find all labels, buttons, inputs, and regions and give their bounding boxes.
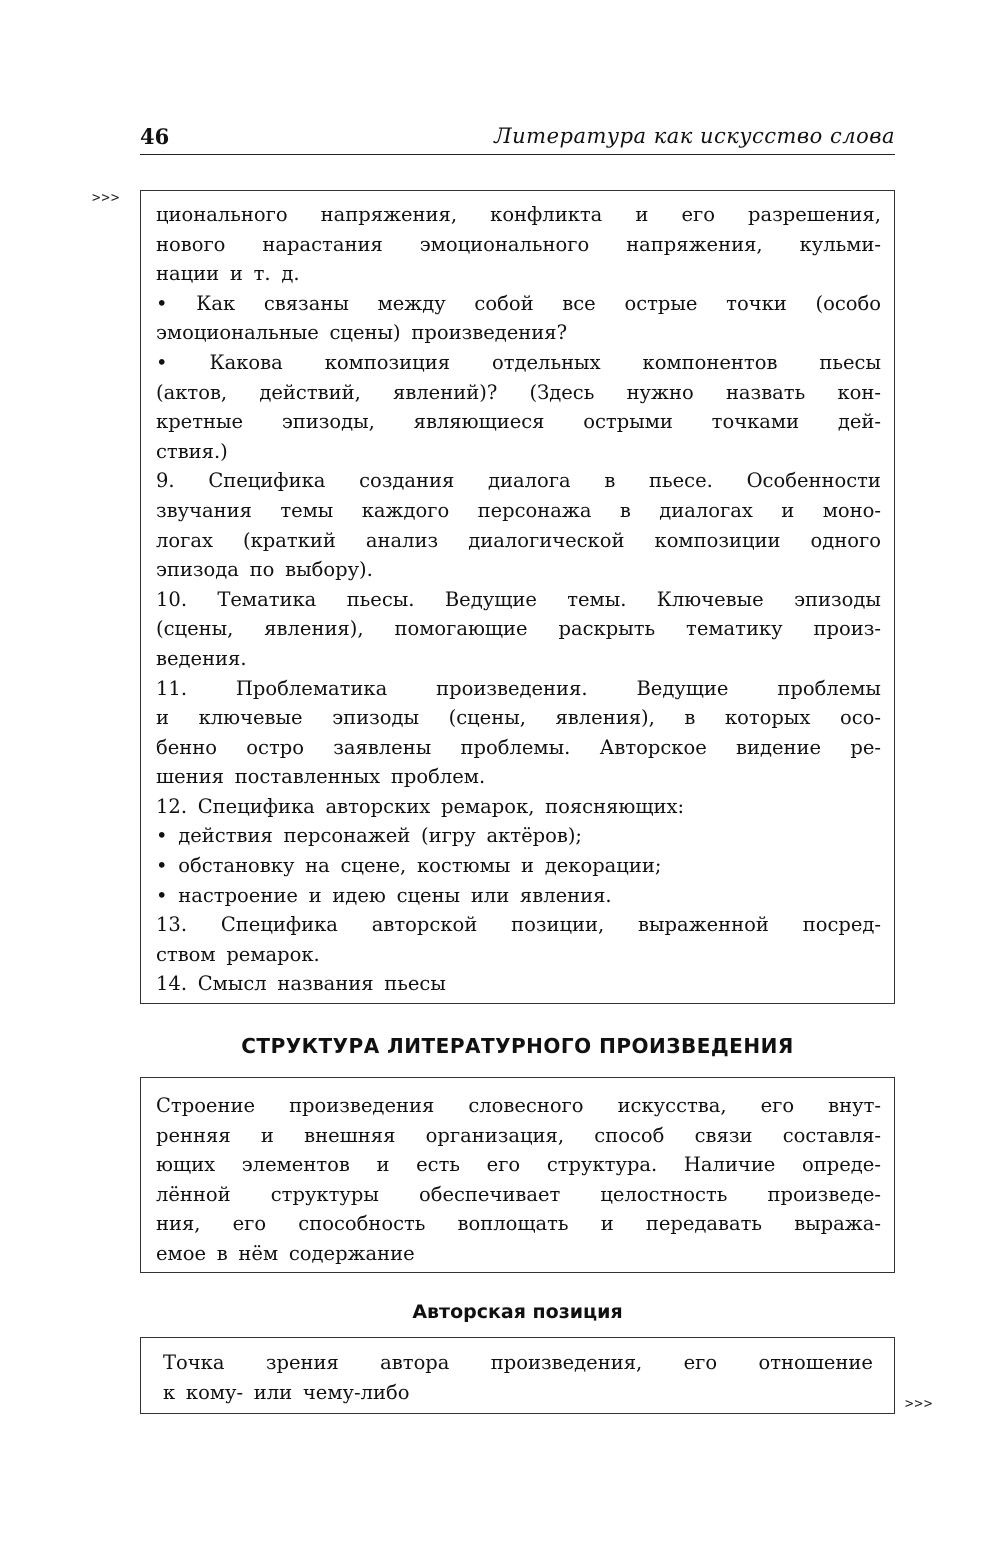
word: ремарок, <box>440 794 535 818</box>
word: настроение <box>178 883 298 907</box>
word: д. <box>281 262 300 286</box>
word: зрения <box>265 1351 339 1374</box>
word: опреде- <box>802 1153 881 1177</box>
word: Авторское <box>599 735 707 759</box>
word: и <box>376 1153 390 1177</box>
word: кульми- <box>799 232 881 256</box>
word: ющих <box>156 1153 216 1177</box>
word: логах <box>156 528 213 552</box>
word: действия <box>178 824 273 848</box>
word: способ <box>594 1123 665 1147</box>
word: тематику <box>686 617 783 641</box>
text-line <box>156 614 881 644</box>
word: разрешения, <box>748 203 881 226</box>
definition-box-author-position <box>140 1337 895 1414</box>
word: пьесы. <box>346 587 415 611</box>
word: между <box>377 291 446 315</box>
word: внут- <box>828 1094 881 1117</box>
word: костюмы <box>416 854 511 878</box>
continued-list-box <box>140 190 895 1004</box>
word: создания <box>359 469 455 493</box>
word: Ведущие <box>636 676 729 700</box>
word: • <box>156 854 168 878</box>
word: Специфика <box>197 794 315 818</box>
word: и <box>308 883 322 907</box>
word: авторских <box>325 794 431 818</box>
word: диалогической <box>468 528 625 552</box>
word: пьесы <box>819 350 881 374</box>
word: элементов <box>241 1153 350 1177</box>
word: собой <box>474 291 534 315</box>
word: словесного <box>468 1094 584 1117</box>
word: его <box>232 1212 267 1236</box>
word: композиции <box>654 528 781 552</box>
word: эмоционального <box>419 232 590 256</box>
text-line <box>156 674 881 704</box>
word: Строение <box>156 1094 256 1117</box>
text-line <box>156 703 881 733</box>
word: (особо <box>815 291 881 315</box>
word: 11. <box>156 676 188 700</box>
continuation-marker-end: >>> <box>905 1396 934 1412</box>
word: структура. <box>546 1153 658 1177</box>
word: сцены <box>396 883 461 907</box>
text-line <box>156 585 881 615</box>
word: 14. <box>156 972 188 996</box>
text-line <box>156 378 881 408</box>
word: напряжения, <box>626 232 763 256</box>
word: Проблематика <box>235 676 388 700</box>
word: обстановку <box>178 854 295 878</box>
word: проблем. <box>390 765 486 789</box>
word: есть <box>416 1153 461 1177</box>
word: 12. <box>156 794 188 818</box>
word: эпизоды <box>794 587 881 611</box>
word: и <box>156 706 169 730</box>
word: произведения? <box>411 321 568 345</box>
text-line <box>156 792 881 822</box>
word: которых <box>724 706 811 730</box>
word: осо- <box>840 706 881 730</box>
word: ствия.) <box>156 439 228 463</box>
word: содержание <box>288 1241 415 1265</box>
word: одного <box>810 528 881 552</box>
word: ремарок. <box>226 942 320 966</box>
text-line <box>156 940 881 970</box>
word: • <box>156 291 168 315</box>
word: воплощать <box>457 1212 569 1236</box>
word: все <box>562 291 596 315</box>
word: поясняющих: <box>545 794 685 818</box>
word: и <box>600 1212 614 1236</box>
word: и <box>635 203 649 226</box>
word: явления), <box>264 617 364 641</box>
word: декорации; <box>544 854 662 878</box>
text-line <box>156 466 881 496</box>
word: персонажей <box>283 824 411 848</box>
word: персонажа <box>477 498 592 522</box>
word: целостность <box>600 1182 728 1206</box>
word: моно- <box>822 498 881 522</box>
word: темы. <box>567 587 627 611</box>
text-line <box>156 1209 881 1239</box>
word: его <box>681 203 715 226</box>
word: действий, <box>259 380 361 404</box>
word: емое <box>156 1241 206 1265</box>
word: эмоциональные <box>156 321 319 345</box>
text-line <box>156 318 881 348</box>
word: посред- <box>802 913 881 937</box>
word: нужно <box>626 380 694 404</box>
word: произведения. <box>436 676 588 700</box>
continuation-marker-start: >>> <box>92 190 121 206</box>
text-line <box>163 1348 873 1378</box>
word: составля- <box>782 1123 881 1147</box>
word: Специфика <box>220 913 338 937</box>
word: выража- <box>794 1212 881 1236</box>
word: по <box>249 558 275 582</box>
word: кон- <box>837 380 881 404</box>
word: (сцены, <box>448 706 526 730</box>
word: анализ <box>365 528 439 552</box>
text-line <box>163 1378 873 1408</box>
text-line <box>156 1239 881 1269</box>
word: кому- <box>185 1380 244 1404</box>
word: лённой <box>156 1182 231 1206</box>
word: эпизода <box>156 558 239 582</box>
word: внешняя <box>304 1123 396 1147</box>
word: диалога <box>488 469 571 493</box>
word: Особенности <box>746 469 881 493</box>
text-line <box>156 348 881 378</box>
word: передавать <box>645 1212 763 1236</box>
word: в <box>216 1241 228 1265</box>
word: явлений)? <box>393 380 498 404</box>
text-line <box>156 1150 881 1180</box>
word: чему-либо <box>302 1380 410 1404</box>
word: его <box>486 1153 521 1177</box>
text-line <box>156 969 881 999</box>
word: (краткий <box>243 528 336 552</box>
word: • <box>156 883 168 907</box>
word: ренняя <box>156 1123 231 1147</box>
text-line <box>156 851 881 881</box>
word: помогающие <box>394 617 528 641</box>
word: видение <box>736 735 822 759</box>
word: Смысл <box>197 972 267 996</box>
word: эпизоды, <box>281 410 375 434</box>
word: дей- <box>837 410 881 434</box>
word: проблемы <box>777 676 881 700</box>
word: диалогах <box>659 498 753 522</box>
word: нации <box>156 262 220 286</box>
word: композиция <box>324 350 451 374</box>
word: выраженной <box>638 913 769 937</box>
word: ционального <box>156 203 288 226</box>
word: организация, <box>425 1123 565 1147</box>
word: поставленных <box>234 765 381 789</box>
word: Тематика <box>217 587 317 611</box>
text-line <box>156 910 881 940</box>
text-line <box>156 1180 881 1210</box>
word: ния, <box>156 1212 201 1236</box>
word: и <box>781 498 795 522</box>
word: произведе- <box>767 1182 881 1206</box>
word: напряжения, <box>320 203 458 226</box>
word: пьесе. <box>649 469 713 493</box>
word: назвать <box>725 380 806 404</box>
section-heading: СТРУКТУРА ЛИТЕРАТУРНОГО ПРОИЗВЕДЕНИЯ <box>241 1034 794 1058</box>
page-header <box>140 124 895 155</box>
word: нарастания <box>262 232 383 256</box>
word: и <box>260 1123 274 1147</box>
word: компонентов <box>642 350 778 374</box>
word: к <box>163 1380 176 1404</box>
word: 13. <box>156 913 188 937</box>
word: Как <box>196 291 236 315</box>
word: или <box>470 883 510 907</box>
text-line <box>156 821 881 851</box>
word: конфликта <box>490 203 603 226</box>
word: (сцены, <box>156 617 234 641</box>
word: ключевые <box>198 706 303 730</box>
text-line <box>156 289 881 319</box>
word: авторской <box>371 913 478 937</box>
word: острыми <box>583 410 673 434</box>
word: бенно <box>156 735 218 759</box>
word: структуры <box>270 1182 379 1206</box>
word: пьесы <box>384 972 446 996</box>
word: отношение <box>758 1351 873 1374</box>
word: связи <box>694 1123 753 1147</box>
word: на <box>305 854 330 878</box>
word: Наличие <box>683 1153 776 1177</box>
text-line <box>156 644 881 674</box>
word: произведения <box>289 1094 435 1117</box>
text-line <box>156 733 881 763</box>
word: точки <box>726 291 787 315</box>
word: • <box>156 350 168 374</box>
text-line <box>156 1121 881 1151</box>
word: кретные <box>156 410 244 434</box>
word: нём <box>238 1241 279 1265</box>
word: и <box>229 262 243 286</box>
word: являющиеся <box>413 410 545 434</box>
word: названия <box>277 972 374 996</box>
word: его <box>683 1351 718 1374</box>
word: выбору). <box>285 558 373 582</box>
word: в <box>684 706 696 730</box>
word: остро <box>246 735 304 759</box>
word: звучания <box>156 498 252 522</box>
word: актёров); <box>486 824 583 848</box>
word: Ведущие <box>444 587 537 611</box>
word: каждого <box>361 498 450 522</box>
page-number: 46 <box>140 124 170 149</box>
word: обеспечивает <box>418 1182 561 1206</box>
text-line <box>156 881 881 911</box>
word: раскрыть <box>558 617 656 641</box>
word: ством <box>156 942 216 966</box>
word: идею <box>332 883 386 907</box>
word: Специфика <box>208 469 326 493</box>
word: нового <box>156 232 226 256</box>
word: автора <box>380 1351 450 1374</box>
word: Какова <box>209 350 283 374</box>
word: явления. <box>519 883 612 907</box>
word: его <box>760 1094 795 1117</box>
text-line <box>156 437 881 467</box>
text-line <box>156 200 881 230</box>
word: ведения. <box>156 646 247 670</box>
word: (актов, <box>156 380 228 404</box>
word: (игру <box>420 824 476 848</box>
word: произведения, <box>490 1351 643 1374</box>
word: Точка <box>163 1351 225 1374</box>
text-line <box>156 407 881 437</box>
word: отдельных <box>491 350 601 374</box>
word: явления), <box>555 706 655 730</box>
word: 9. <box>156 469 175 493</box>
definition-box-structure <box>140 1077 895 1273</box>
text-line <box>156 230 881 260</box>
word: и <box>521 854 534 878</box>
subheading: Авторская позиция <box>412 1301 623 1323</box>
word: эпизоды <box>332 706 420 730</box>
word: ре- <box>850 735 881 759</box>
word: 10. <box>156 587 188 611</box>
word: проблемы. <box>460 735 571 759</box>
word: искусства, <box>617 1094 727 1117</box>
word: в <box>604 469 616 493</box>
word: темы <box>280 498 334 522</box>
word: шения <box>156 765 224 789</box>
word: • <box>156 824 168 848</box>
word: связаны <box>263 291 349 315</box>
word: точками <box>711 410 800 434</box>
word: в <box>619 498 631 522</box>
word: произ- <box>813 617 881 641</box>
text-line <box>156 496 881 526</box>
text-line <box>156 762 881 792</box>
text-line <box>156 555 881 585</box>
word: заявлены <box>333 735 432 759</box>
word: или <box>253 1380 293 1404</box>
running-title: Литература как искусство слова <box>494 124 895 148</box>
word: т. <box>253 262 271 286</box>
word: сцены) <box>329 321 401 345</box>
word: острые <box>624 291 698 315</box>
word: сцене, <box>340 854 407 878</box>
text-line <box>156 1091 881 1121</box>
word: способность <box>298 1212 426 1236</box>
text-line <box>156 526 881 556</box>
word: позиции, <box>511 913 605 937</box>
word: (Здесь <box>529 380 595 404</box>
text-line <box>156 259 881 289</box>
word: Ключевые <box>656 587 764 611</box>
